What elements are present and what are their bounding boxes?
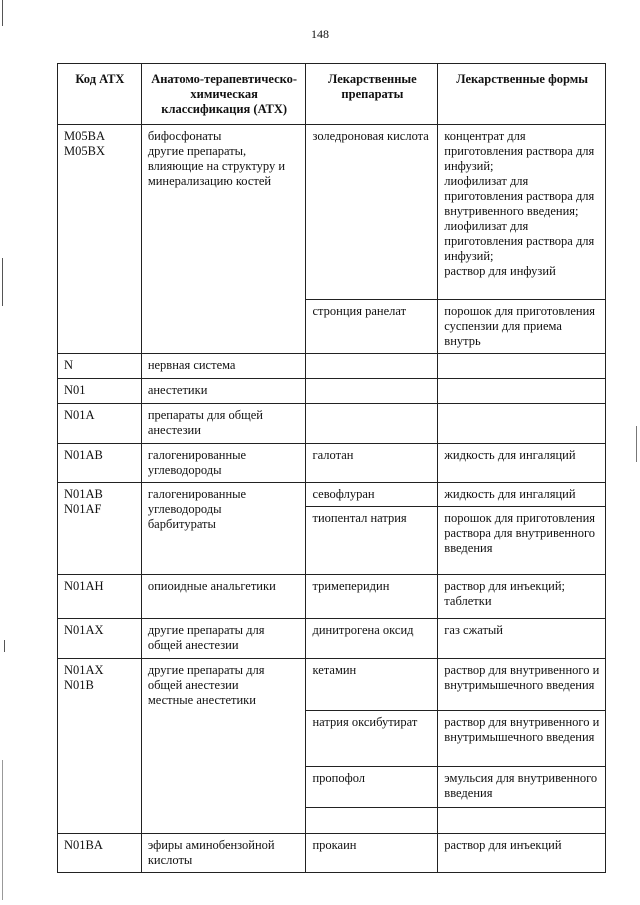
dosage-form-cell: раствор для инъекций; таблетки [438,575,606,619]
drug-name-cell [306,379,438,404]
atc-classification-cell: анестетики [141,379,306,404]
drug-name-cell: галотан [306,444,438,483]
table-header-row [58,64,606,125]
drug-name-cell [306,354,438,379]
atc-code-cell: N01 [58,379,142,404]
atc-classification-cell: галогенированные углеводороды барбитураты [141,483,306,575]
atc-code-cell: N01AX N01B [58,659,142,834]
drug-name-cell [306,808,438,834]
dosage-form-cell: газ сжатый [438,619,606,659]
drug-name-cell [306,404,438,444]
drug-name-cell: стронция ранелат [306,300,438,354]
table-row [58,354,606,379]
atc-code-cell: N01AH [58,575,142,619]
drug-name-cell: кетамин [306,659,438,711]
dosage-form-cell [438,354,606,379]
dosage-form-cell: жидкость для ингаляций [438,483,606,507]
header-dosage-forms: Лекарственные формы [438,64,606,125]
table-row [58,619,606,659]
atc-code-cell: N [58,354,142,379]
dosage-form-cell [438,379,606,404]
scan-edge-mark [2,760,3,900]
atc-code-cell: N01AB [58,444,142,483]
table-row [58,483,606,507]
scan-edge-mark [2,0,3,26]
drug-name-cell: натрия оксибутират [306,711,438,767]
atc-classification-cell: эфиры аминобензойной кислоты [141,834,306,873]
table-row [58,125,606,300]
atc-classification-cell: опиоидные анальгетики [141,575,306,619]
drug-name-cell: тримеперидин [306,575,438,619]
table-row [58,404,606,444]
atc-classification-cell: другие препараты для общей анестезии местные анестетики [141,659,306,834]
dosage-form-cell: порошок для приготовления суспензии для приема внутрь [438,300,606,354]
page-number: 148 [311,27,329,41]
dosage-form-cell: порошок для приготовления раствора для внутривенного введения [438,507,606,575]
header-atc-code: Код АТХ [58,64,142,125]
atc-drug-table [57,63,606,873]
dosage-form-cell [438,808,606,834]
drug-name-cell: пропофол [306,767,438,808]
dosage-form-cell: эмульсия для внутривенного введения [438,767,606,808]
atc-code-cell: N01AB N01AF [58,483,142,575]
table-body [58,125,606,873]
dosage-form-cell: раствор для внутривенного и внутримышечного введения [438,659,606,711]
atc-classification-cell: бифосфонаты другие препараты, влияющие на структуру и минерализацию костей [141,125,306,354]
atc-code-cell: N01A [58,404,142,444]
drug-name-cell: динитрогена оксид [306,619,438,659]
header-atc-classification: Анатомо-терапевтическо-химическая классификация (АТХ) [141,64,306,125]
atc-code-cell: M05BA M05BX [58,125,142,354]
drug-name-cell: севофлуран [306,483,438,507]
table-row [58,444,606,483]
dosage-form-cell: раствор для инъекций [438,834,606,873]
dosage-form-cell: жидкость для ингаляций [438,444,606,483]
dosage-form-cell: концентрат для приготовления раствора для инфузий; лиофилизат для приготовления раствора для внутривенного введения; лиофилизат для приготовления раствора для инфузий; раствор для инфузий [438,125,606,300]
atc-code-cell: N01BA [58,834,142,873]
atc-code-cell: N01AX [58,619,142,659]
scan-edge-mark [636,426,637,462]
scan-edge-mark [2,258,3,306]
drug-name-cell: тиопентал натрия [306,507,438,575]
scan-edge-mark [4,640,5,652]
dosage-form-cell [438,404,606,444]
drug-name-cell: золедроновая кислота [306,125,438,300]
atc-classification-cell: другие препараты для общей анестезии [141,619,306,659]
table-row [58,834,606,873]
atc-classification-cell: галогенированные углеводороды [141,444,306,483]
table-row [58,659,606,711]
header-drugs: Лекарственные препараты [306,64,438,125]
drug-name-cell: прокаин [306,834,438,873]
atc-classification-cell: нервная система [141,354,306,379]
dosage-form-cell: раствор для внутривенного и внутримышечного введения [438,711,606,767]
table-row [58,575,606,619]
table-row [58,379,606,404]
atc-classification-cell: препараты для общей анестезии [141,404,306,444]
